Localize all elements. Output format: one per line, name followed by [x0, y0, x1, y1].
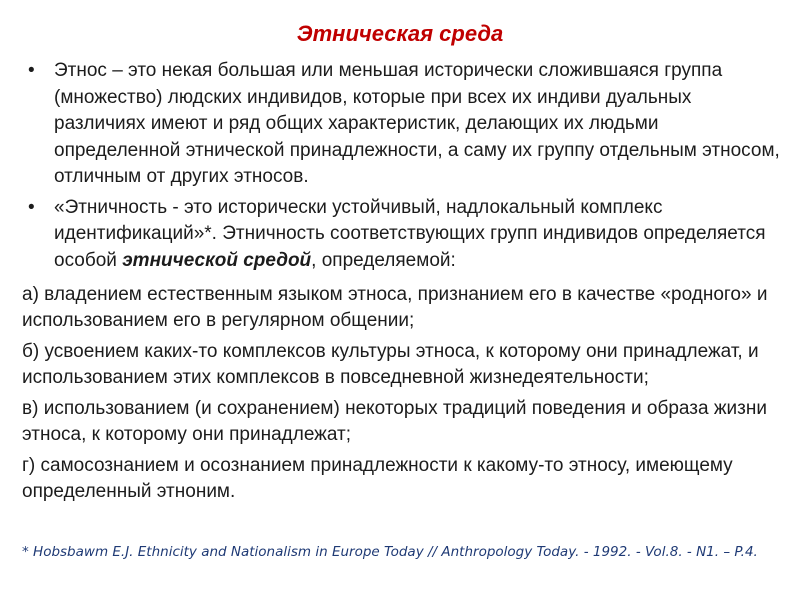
bullet-item-ethnos: [28, 58, 780, 191]
definition-items: [22, 282, 782, 510]
bullet-text: Этнос – это некая большая или меньшая исторически сложившаяся группа (множество) людских индивидов, которые при всех их индиви дуальных различиях имеют и ряд общих характеристик, делающих их людьми определенной этнической принадлежности, а саму их группу отдельным этносом, отличным от других этносов.: [54, 60, 780, 187]
emphasis-ethnic-environment: этнической средой: [122, 249, 312, 271]
bullet-marker: •: [28, 60, 35, 81]
item-d: г) самосознанием и осознанием принадлежности к какому-то этносу, имеющему определенный этноним.: [22, 455, 733, 502]
slide-title: Этническая среда: [296, 21, 504, 46]
bullet-text-before: «Этничность - это исторически устойчивый, надлокальный комплекс идентификаций»*. Этничность соответствующих групп индивидов определяется особой: [54, 196, 766, 271]
item-a: а) владением естественным языком этноса, признанием его в качестве «родного» и использованием его в регулярном общении;: [22, 284, 768, 331]
item-c: в) использованием (и сохранением) некоторых традиций поведения и образа жизни этноса, к которому они принадлежат;: [22, 398, 767, 445]
bullet-list: [28, 58, 780, 278]
bullet-text-after: , определяемой:: [311, 249, 456, 271]
footnote: * Hobsbawm E.J. Ethnicity and Nationalism in Europe Today // Anthropology Today. - 1992. - Vol.8. - N1. – P.4.: [22, 544, 758, 560]
item-b: б) усвоением каких-то комплексов культуры этноса, к которому они принадлежат, и использованием этих комплексов в повседневной жизнедеятельности;: [22, 341, 759, 388]
bullet-marker: •: [28, 196, 35, 218]
bullet-item-ethnicity: [28, 195, 780, 275]
